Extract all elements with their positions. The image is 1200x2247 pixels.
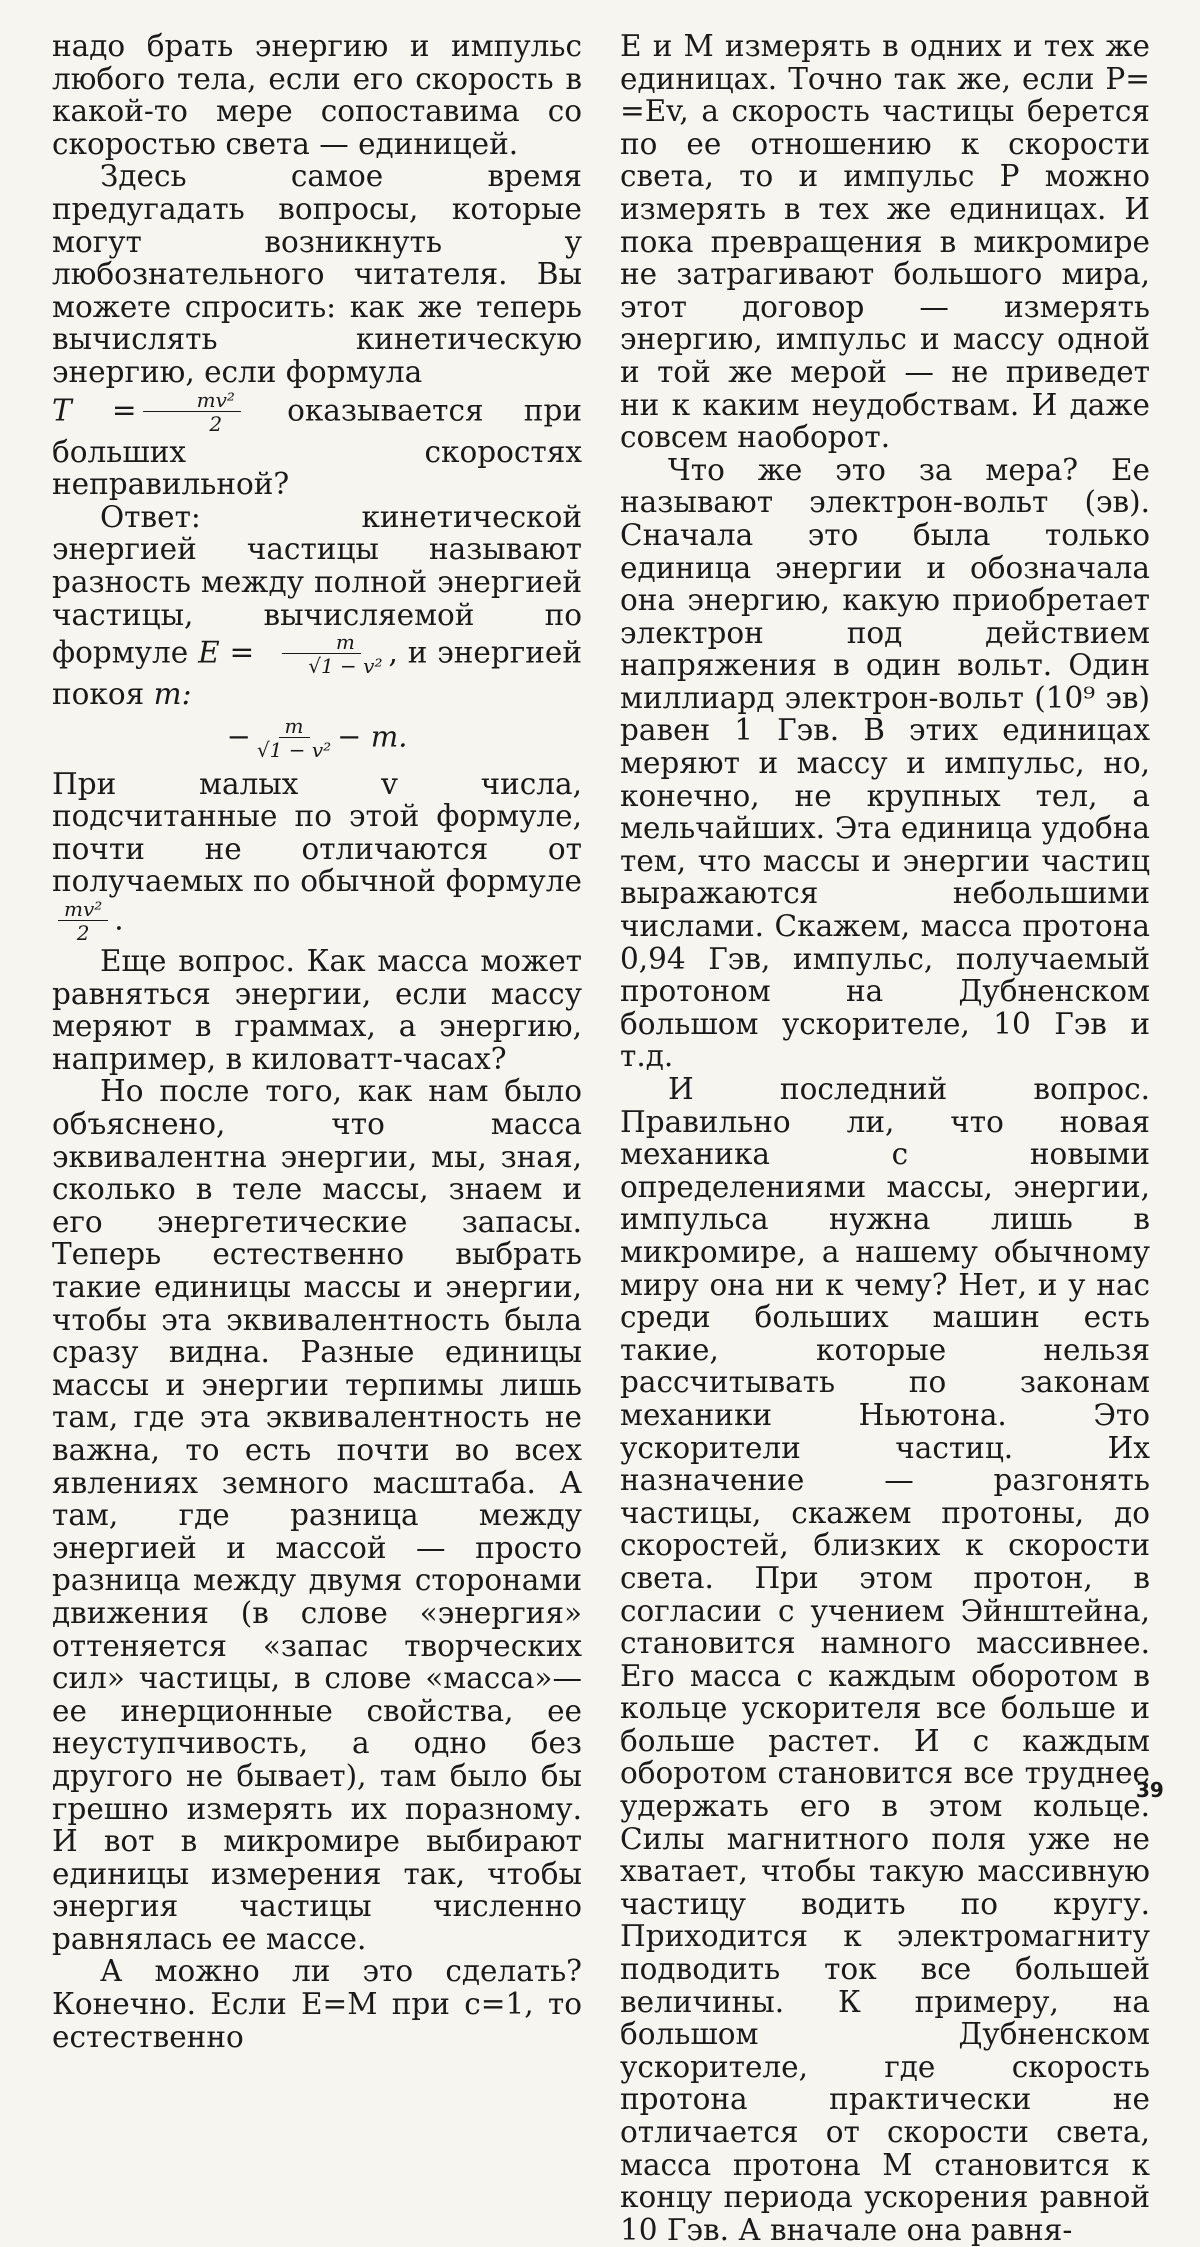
fraction-numerator: m xyxy=(282,631,361,654)
paragraph: Но после того, как нам было объяснено, что масса эквивалентна энергии, мы, зная, сколько в теле массы, знаем и его энергетические запасы. Теперь естественно выбрать такие единицы массы и энергии, чтобы эта эквивалентность была сразу видна. Разные единицы массы и энергии терпимы лишь там, где эта эквивалентность не важна, то есть почти во всех явлениях земного масштаба. А там, где разница между энергией и массой — просто разница между двумя сторонами движения (в слове «энергия» оттеняется «запас творческих сил» частицы, в слове «масса»— ее инерционные свойства, ее неуступчивость, а одно без другого не бывает), там было бы грешно измерять их поразному. И вот в микромире выбирают единицы измерения так, чтобы энергия частицы численно равнялась ее массе. xyxy=(52,1074,582,1956)
paragraph-text: Здесь самое время предугадать вопросы, которые могут возникнуть у любознательного читателя. Вы можете спросить: как же теперь вычислять кинетическую энергию, если формула xyxy=(52,159,582,389)
paragraph-text: , и энергией покоя xyxy=(52,635,582,712)
fraction-denominator: √1 − v² xyxy=(256,737,332,762)
fraction xyxy=(257,715,331,762)
left-column xyxy=(52,30,582,2053)
formula-lhs: E = xyxy=(198,635,255,670)
paragraph-text: оказывается при больших скоростях неправильной? xyxy=(52,393,582,502)
formula-lhs: T = xyxy=(52,393,137,428)
fraction-numerator: m xyxy=(279,715,310,738)
fraction-denominator: √1 − v² xyxy=(308,654,383,679)
paragraph: Еще вопрос. Как масса может равняться энергии, если массу меряют в граммах, а энергию, например, в киловатт-часах? xyxy=(52,944,582,1076)
formula-prefix: − xyxy=(226,719,251,754)
paragraph: А можно ли это сделать? Конечно. Если E=M при c=1, то естественно xyxy=(52,1954,582,2054)
formula-symbol: m: xyxy=(153,677,192,712)
paragraph-text: При малых v числа, подсчитанные по этой формуле, почти не отличаются от получаемых по обычной формуле xyxy=(52,766,582,899)
paragraph: И последний вопрос. Правильно ли, что новая механика с новыми определениями массы, энергии, импульса нужна лишь в микромире, а нашему обычному миру она ни к чему? Нет, и у нас среди больших машин есть такие, которые нельзя рассчитывать по законам механики Ньютона. Это ускорители частиц. Их назначение — разгонять частицы, скажем протоны, до скоростей, близких к скорости света. При этом протон, в согласии с учением Эйнштейна, становится намного массивнее. Его масса с каждым оборотом в кольце ускорителя все больше и больше растет. И с каждым оборотом становится все труднее удержать его в этом кольце. Силы магнитного поля уже не хватает, чтобы такую массивную частицу водить по кругу. Приходится к электромагниту подводить ток все большей величины. К примеру, на большом Дубненском ускорителе, где скорость протона практически не отличается от скорости света, масса протона M становится к концу периода ускорения равной 10 Гэв. А вначале она равня- xyxy=(620,1072,1150,2247)
paragraph xyxy=(52,501,582,711)
paragraph-text: Ответ: кинетической энергией частицы называют разность между полной энергией частицы, вычисляемой по формуле xyxy=(52,499,582,670)
formula-suffix: . xyxy=(114,902,124,937)
paragraph xyxy=(52,768,582,945)
fraction xyxy=(58,898,108,945)
fraction xyxy=(143,389,241,436)
fraction-denominator: 2 xyxy=(209,411,223,436)
page-number: 39 xyxy=(1136,1778,1164,1802)
fraction-numerator: mv² xyxy=(143,389,241,412)
paragraph: Что же это за мера? Ее называют электрон-вольт (эв). Сначала это была только единица энергии и обозначала она энергию, какую приобретает электрон под действием напряжения в один вольт. Один миллиард электрон-вольт (10⁹ эв) равен 1 Гэв. В этих единицах меряют и массу и импульс, но, конечно, не крупных тел, а мельчайших. Эта единица удобна тем, что массы и энергии частиц выражаются небольшими числами. Скажем, масса протона 0,94 Гэв, импульс, получаемый протоном на Дубненском большом ускорителе, 10 Гэв и т.д. xyxy=(620,452,1150,1074)
right-column xyxy=(620,30,1150,2246)
paragraph xyxy=(52,160,582,500)
fraction-denominator: 2 xyxy=(76,921,90,946)
fraction-numerator: mv² xyxy=(58,898,108,921)
display-formula xyxy=(52,715,582,762)
formula-suffix: − m. xyxy=(337,719,408,754)
paragraph: E и M измерять в одних и тех же единицах. Точно так же, если P= =Ev, а скорость частицы берется по ее отношению к скорости света, то и импульс P можно измерять в тех же единицах. И пока превращения в микромире не затрагивают большого мира, этот договор — измерять энергию, импульс и массу одной и той же мерой — не приведет ни к каким неудобствам. И даже совсем наоборот. xyxy=(620,29,1150,455)
fraction xyxy=(260,631,382,678)
paragraph: надо брать энергию и импульс любого тела, если его скорость в какой-то мере сопоставима со скоростью света — единицей. xyxy=(52,29,582,161)
